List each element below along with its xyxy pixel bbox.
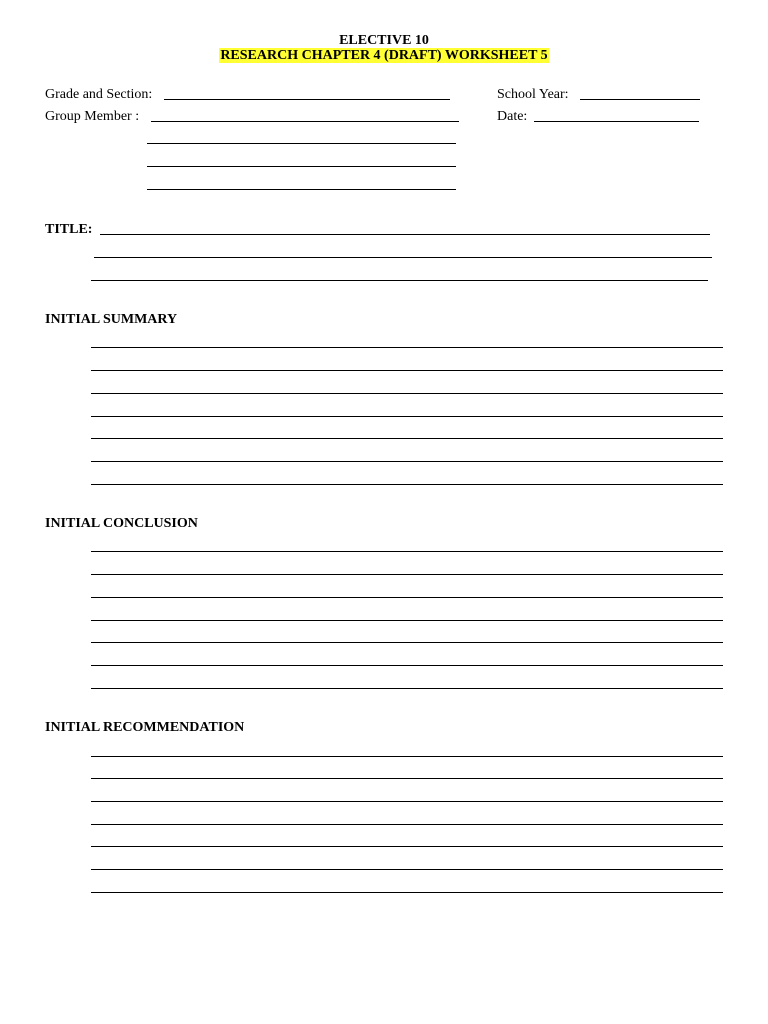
summary-line-5[interactable] [91,438,723,439]
summary-line-2[interactable] [91,370,723,371]
grade-section-label: Grade and Section: [45,87,153,102]
title-label: TITLE: [45,222,93,237]
course-title-text: ELECTIVE 10 [339,33,429,48]
conclusion-line-5[interactable] [91,642,723,643]
title-blank-1[interactable] [100,234,710,235]
recommendation-line-7[interactable] [91,892,723,893]
conclusion-line-3[interactable] [91,597,723,598]
summary-heading: INITIAL SUMMARY [45,312,178,327]
summary-line-1[interactable] [91,347,723,348]
conclusion-line-4[interactable] [91,620,723,621]
recommendation-line-6[interactable] [91,869,723,870]
conclusion-line-6[interactable] [91,665,723,666]
grade-section-blank[interactable] [164,99,450,100]
conclusion-line-7[interactable] [91,688,723,689]
school-year-label: School Year: [497,87,569,102]
course-title [0,33,768,49]
group-member-blank-2[interactable] [147,143,456,144]
group-member-label: Group Member : [45,109,140,124]
recommendation-line-5[interactable] [91,846,723,847]
school-year-blank[interactable] [580,99,700,100]
recommendation-line-4[interactable] [91,824,723,825]
recommendation-line-2[interactable] [91,778,723,779]
worksheet-title-highlight: RESEARCH CHAPTER 4 (DRAFT) WORKSHEET 5 [220,48,548,63]
summary-line-4[interactable] [91,416,723,417]
group-member-blank-1[interactable] [151,121,459,122]
title-blank-2[interactable] [94,257,712,258]
summary-line-7[interactable] [91,484,723,485]
conclusion-line-2[interactable] [91,574,723,575]
summary-line-3[interactable] [91,393,723,394]
summary-line-6[interactable] [91,461,723,462]
group-member-blank-4[interactable] [147,189,456,190]
recommendation-heading: INITIAL RECOMMENDATION [45,720,245,735]
worksheet-title [0,48,768,64]
date-label: Date: [497,109,528,124]
recommendation-line-3[interactable] [91,801,723,802]
conclusion-heading: INITIAL CONCLUSION [45,516,198,531]
title-blank-3[interactable] [91,280,708,281]
date-blank[interactable] [534,121,699,122]
group-member-blank-3[interactable] [147,166,456,167]
conclusion-line-1[interactable] [91,551,723,552]
recommendation-line-1[interactable] [91,756,723,757]
